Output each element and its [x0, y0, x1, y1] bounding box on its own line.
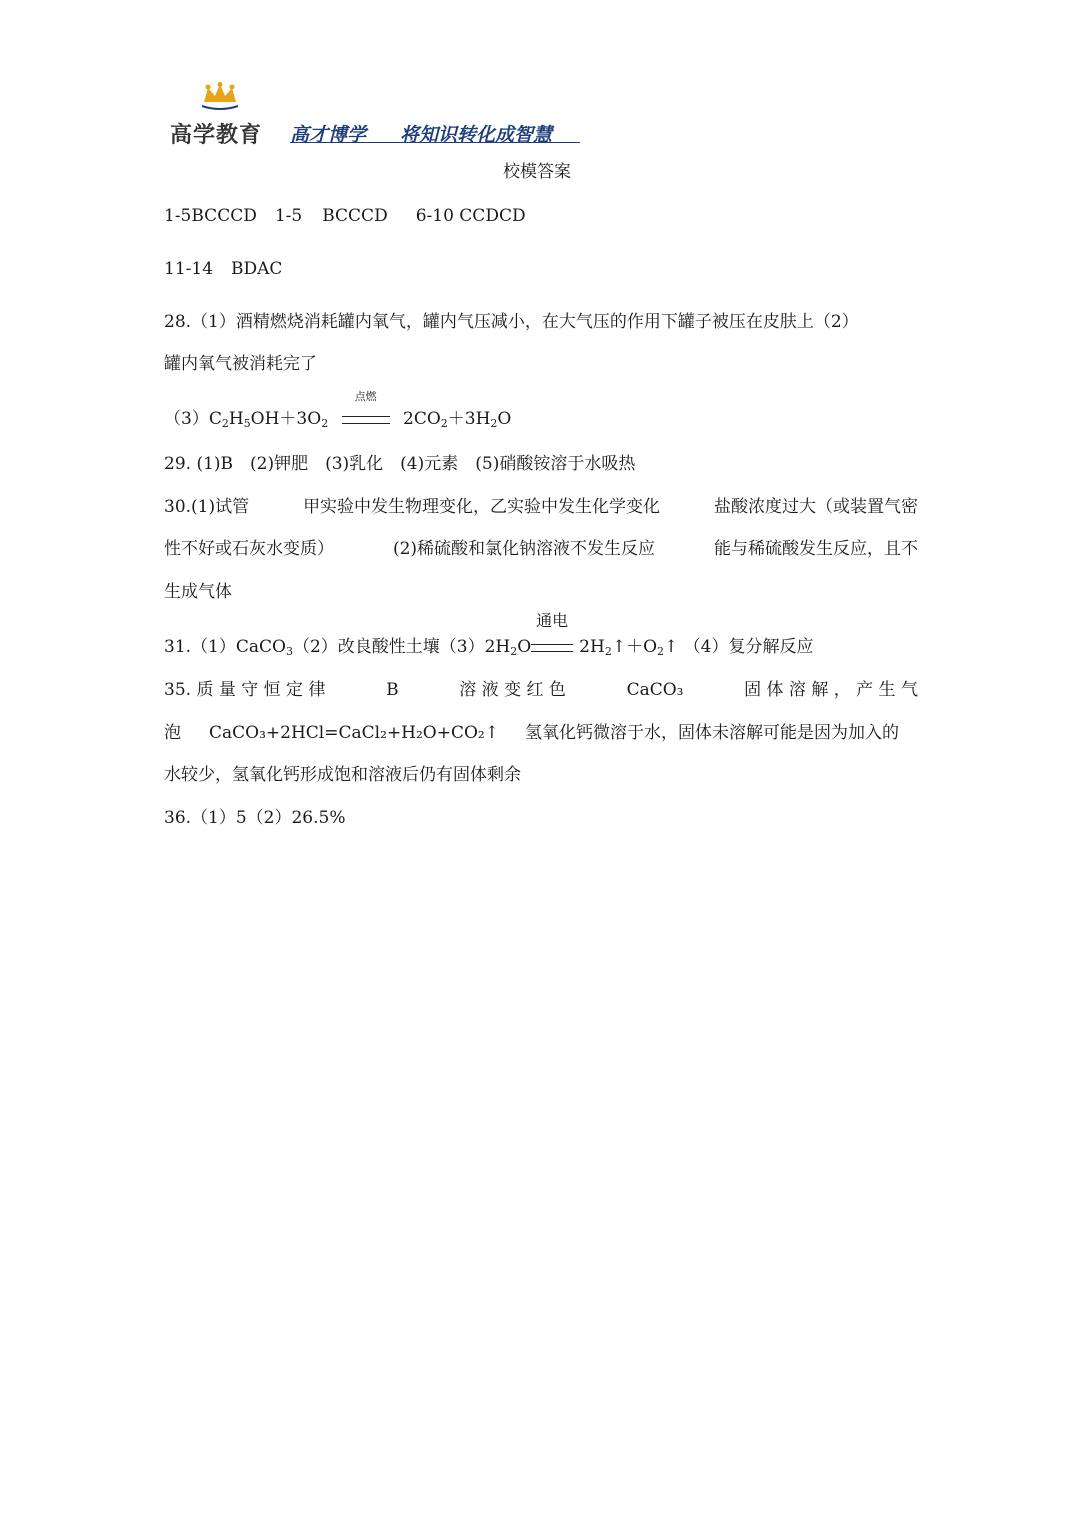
q30-part-b: 甲实验中发生物理变化，乙实验中发生化学变化: [303, 497, 661, 517]
mc-range-4: 11-14: [164, 259, 214, 279]
q28-equation: $(3)C_2H_5OH+3O_2$ 点燃 $2CO_2+3H_2O$: [164, 390, 512, 430]
q35-part-b: B: [386, 680, 399, 700]
q28-line-1: 28.（1）酒精燃烧消耗罐内氧气，罐内气压减小，在大气压的作用下罐子被压在皮肤上（2）: [164, 312, 859, 332]
q30-line-2: [164, 537, 918, 561]
mc-range-3: 6-10 CCDCD: [415, 206, 526, 226]
slogan-part-b: 将知识转化成智慧: [400, 124, 553, 146]
reaction-condition: 点燃: [354, 390, 377, 403]
q30-part-c: 盐酸浓度过大（或装置气密: [714, 497, 918, 517]
mc-range-4-answers: BDAC: [231, 259, 283, 279]
q28-eq-prefix: （3）: [164, 409, 209, 429]
q30-part-e: (2)稀硫酸和氯化钠溶液不发生反应: [392, 539, 656, 559]
q35-part-d: CaCO₃: [626, 680, 684, 700]
electrolysis-condition: 通电: [536, 611, 569, 630]
q28-line-2: 罐内氧气被消耗完了: [164, 354, 317, 374]
q35-part-g: 氢氧化钙微溶于水，固体未溶解可能是因为加入的: [524, 723, 899, 743]
q35-line-2: [164, 721, 899, 745]
q35-part-e: 固 体 溶 解 ， 产 生 气: [744, 680, 918, 700]
q30-line-3: 生成气体: [164, 582, 232, 602]
q35-part-f: 泡: [164, 723, 181, 743]
header: [170, 82, 590, 152]
q35-line-3: 水较少，氢氧化钙形成饱和溶液后仍有固体剩余: [164, 765, 521, 785]
reaction-arrow: [342, 390, 390, 431]
crown-logo-icon: [200, 82, 240, 112]
mc-answers-1: [164, 204, 526, 228]
q31-part-b: （2）改良酸性土壤（3）2H: [292, 637, 511, 657]
slogan-underline: [290, 142, 580, 143]
q30-part-f: 能与稀硫酸发生反应，且不: [714, 539, 918, 559]
q35-line-1: [164, 678, 918, 702]
q35-part-c: 溶 液 变 红 色: [459, 680, 566, 700]
page-title: 校模答案: [503, 162, 571, 182]
q30-part-d: 性不好或石灰水变质）: [164, 539, 334, 559]
q31-part-c: （4）复分解反应: [683, 637, 814, 657]
q35-equation: CaCO₃+2HCl=CaCl₂+H₂O+CO₂↑: [209, 723, 499, 743]
mc-range-2-answers: BCCCD: [322, 206, 388, 226]
mc-range-2: 1-5: [274, 206, 303, 226]
mc-answers-2: [164, 257, 282, 281]
q30-line-1: [164, 495, 918, 519]
brand-name: 高学教育: [170, 123, 263, 148]
q29-answer: 29. (1)B (2)钾肥 (3)乳化 (4)元素 (5)硝酸铵溶于水吸热: [164, 454, 636, 474]
q31-part-a: 31.（1）CaCO: [164, 637, 286, 657]
slogan-part-a: 高才博学: [290, 124, 367, 146]
q35-part-a: 35. 质 量 守 恒 定 律: [164, 680, 326, 700]
electrolysis-arrow: [531, 611, 573, 659]
mc-range-1: 1-5BCCCD: [164, 206, 257, 226]
q36-answer: 36.（1）5（2）26.5%: [164, 808, 346, 828]
q30-part-a: 30.(1)试管: [164, 497, 250, 517]
q31-answer: 31.（1）CaCO$_3$（2）改良酸性土壤$(3)2H_2O$ 通电 $2H_2↑+O_2↑$ （4）复分解反应: [164, 611, 814, 658]
